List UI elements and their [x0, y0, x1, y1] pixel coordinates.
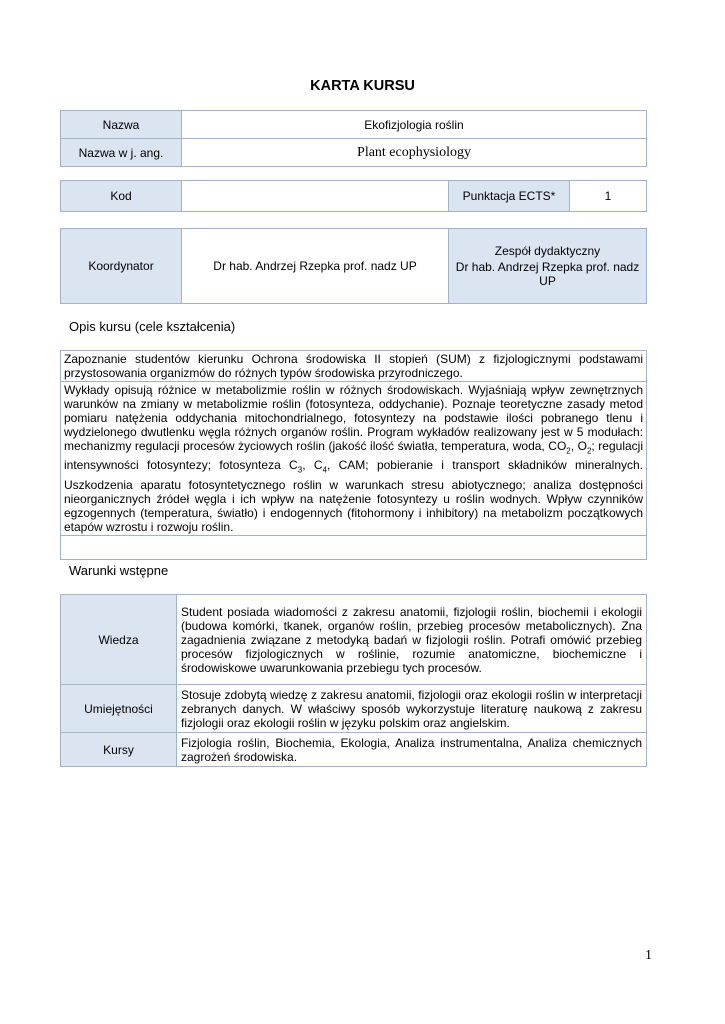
skills-value: Stosuje zdobytą wiedzę z zakresu anatomii, fizjologii oraz ekologii roślin w interpretacji zebranych danych. W właściwy sposób wykorzystuje literaturę naukową z zakresu fizjologii oraz ekologii roślin w języku polskim oraz angielskim. — [177, 685, 647, 733]
courses-label: Kursy — [61, 733, 177, 767]
coordinator-label: Koordynator — [61, 229, 182, 304]
team-label: Zespół dydaktyczny — [494, 244, 601, 258]
team-value: Dr hab. Andrzej Rzepka prof. nadz UP — [455, 260, 640, 288]
page-number: 1 — [645, 948, 652, 963]
description-para-2: Wykłady opisują różnice w metabolizmie roślin w różnych środowiskach. Wyjaśniają wpływ zewnętrznych warunków na zmiany w metabolizmie roślin (fotosynteza, oddychanie). Poznaje teoretyczne zasady metod pomiaru natężenia oddychania mitochondrialnego, fotosyntezy na podstawie ilości pobranego tlenu i wydzielonego dwutlenku węgla różnych organów roślin. Program wykładów realizowany jest w 5 modułach: mechanizmy regulacji procesów życiowych roślin (jakość ilość światła, temperatura, woda, $CO_2$, $O_2$; regulacji intensywności fotosyntezy; fotosynteza $C_3$, $C_4$, CAM; pobieranie i transport składników mineralnych. Uszkodzenia aparatu fotosyntetycznego roślin w warunkach stresu abiotycznego; analiza dostępności nieorganicznych źródeł węgla i ich wpływ na natężenie fotosyntezy u roślin wodnych. Wpływ czynników egzogennych (temperatura, światło) i endogennych (fitohormony i inhibitory) na metabolizm początkowych etapów wzrostu i rozwoju roślin. — [61, 382, 647, 536]
description-empty-row — [61, 535, 647, 559]
knowledge-value: Student posiada wiadomości z zakresu anatomii, fizjologii roślin, biochemii i ekologii (budowa komórki, tkanek, organów roślin, przebieg procesów metabolicznych). Zna zagadnienia związane z metodyką badań w fizjologii roślin. Potrafi omówić przebieg procesów fizjologicznych w roślinie, rozumie anatomiczne, biochemiczne i środowiskowe uwarunkowania przebiegu tych procesów. — [177, 595, 647, 685]
coordinator-table — [60, 228, 647, 304]
prerequisites-table — [60, 594, 647, 767]
code-value — [182, 181, 449, 212]
name-label: Nazwa — [61, 111, 182, 139]
description-para-1: Zapoznanie studentów kierunku Ochrona środowiska II stopień (SUM) z fizjologicznymi podstawami przystosowania organizmów do różnych typów środowiska przyrodniczego. — [61, 351, 647, 382]
team-cell — [449, 229, 647, 304]
description-table — [60, 350, 647, 560]
name-en-value: Plant ecophysiology — [182, 139, 647, 167]
coordinator-value: Dr hab. Andrzej Rzepka prof. nadz UP — [182, 229, 449, 304]
name-value: Ekofizjologia roślin — [182, 111, 647, 139]
code-table — [60, 180, 647, 212]
ects-value: 1 — [570, 181, 647, 212]
name-en-label: Nazwa w j. ang. — [61, 139, 182, 167]
skills-label: Umiejętności — [61, 685, 177, 733]
knowledge-label: Wiedza — [61, 595, 177, 685]
description-heading: Opis kursu (cele kształcenia) — [69, 319, 236, 334]
ects-label: Punktacja ECTS* — [449, 181, 570, 212]
prerequisites-heading: Warunki wstępne — [69, 563, 169, 578]
code-label: Kod — [61, 181, 182, 212]
courses-value: Fizjologia roślin, Biochemia, Ekologia, Analiza instrumentalna, Analiza chemicznych zagrożeń środowiska. — [177, 733, 647, 767]
page-title: KARTA KURSU — [310, 78, 415, 94]
course-name-table — [60, 110, 647, 167]
